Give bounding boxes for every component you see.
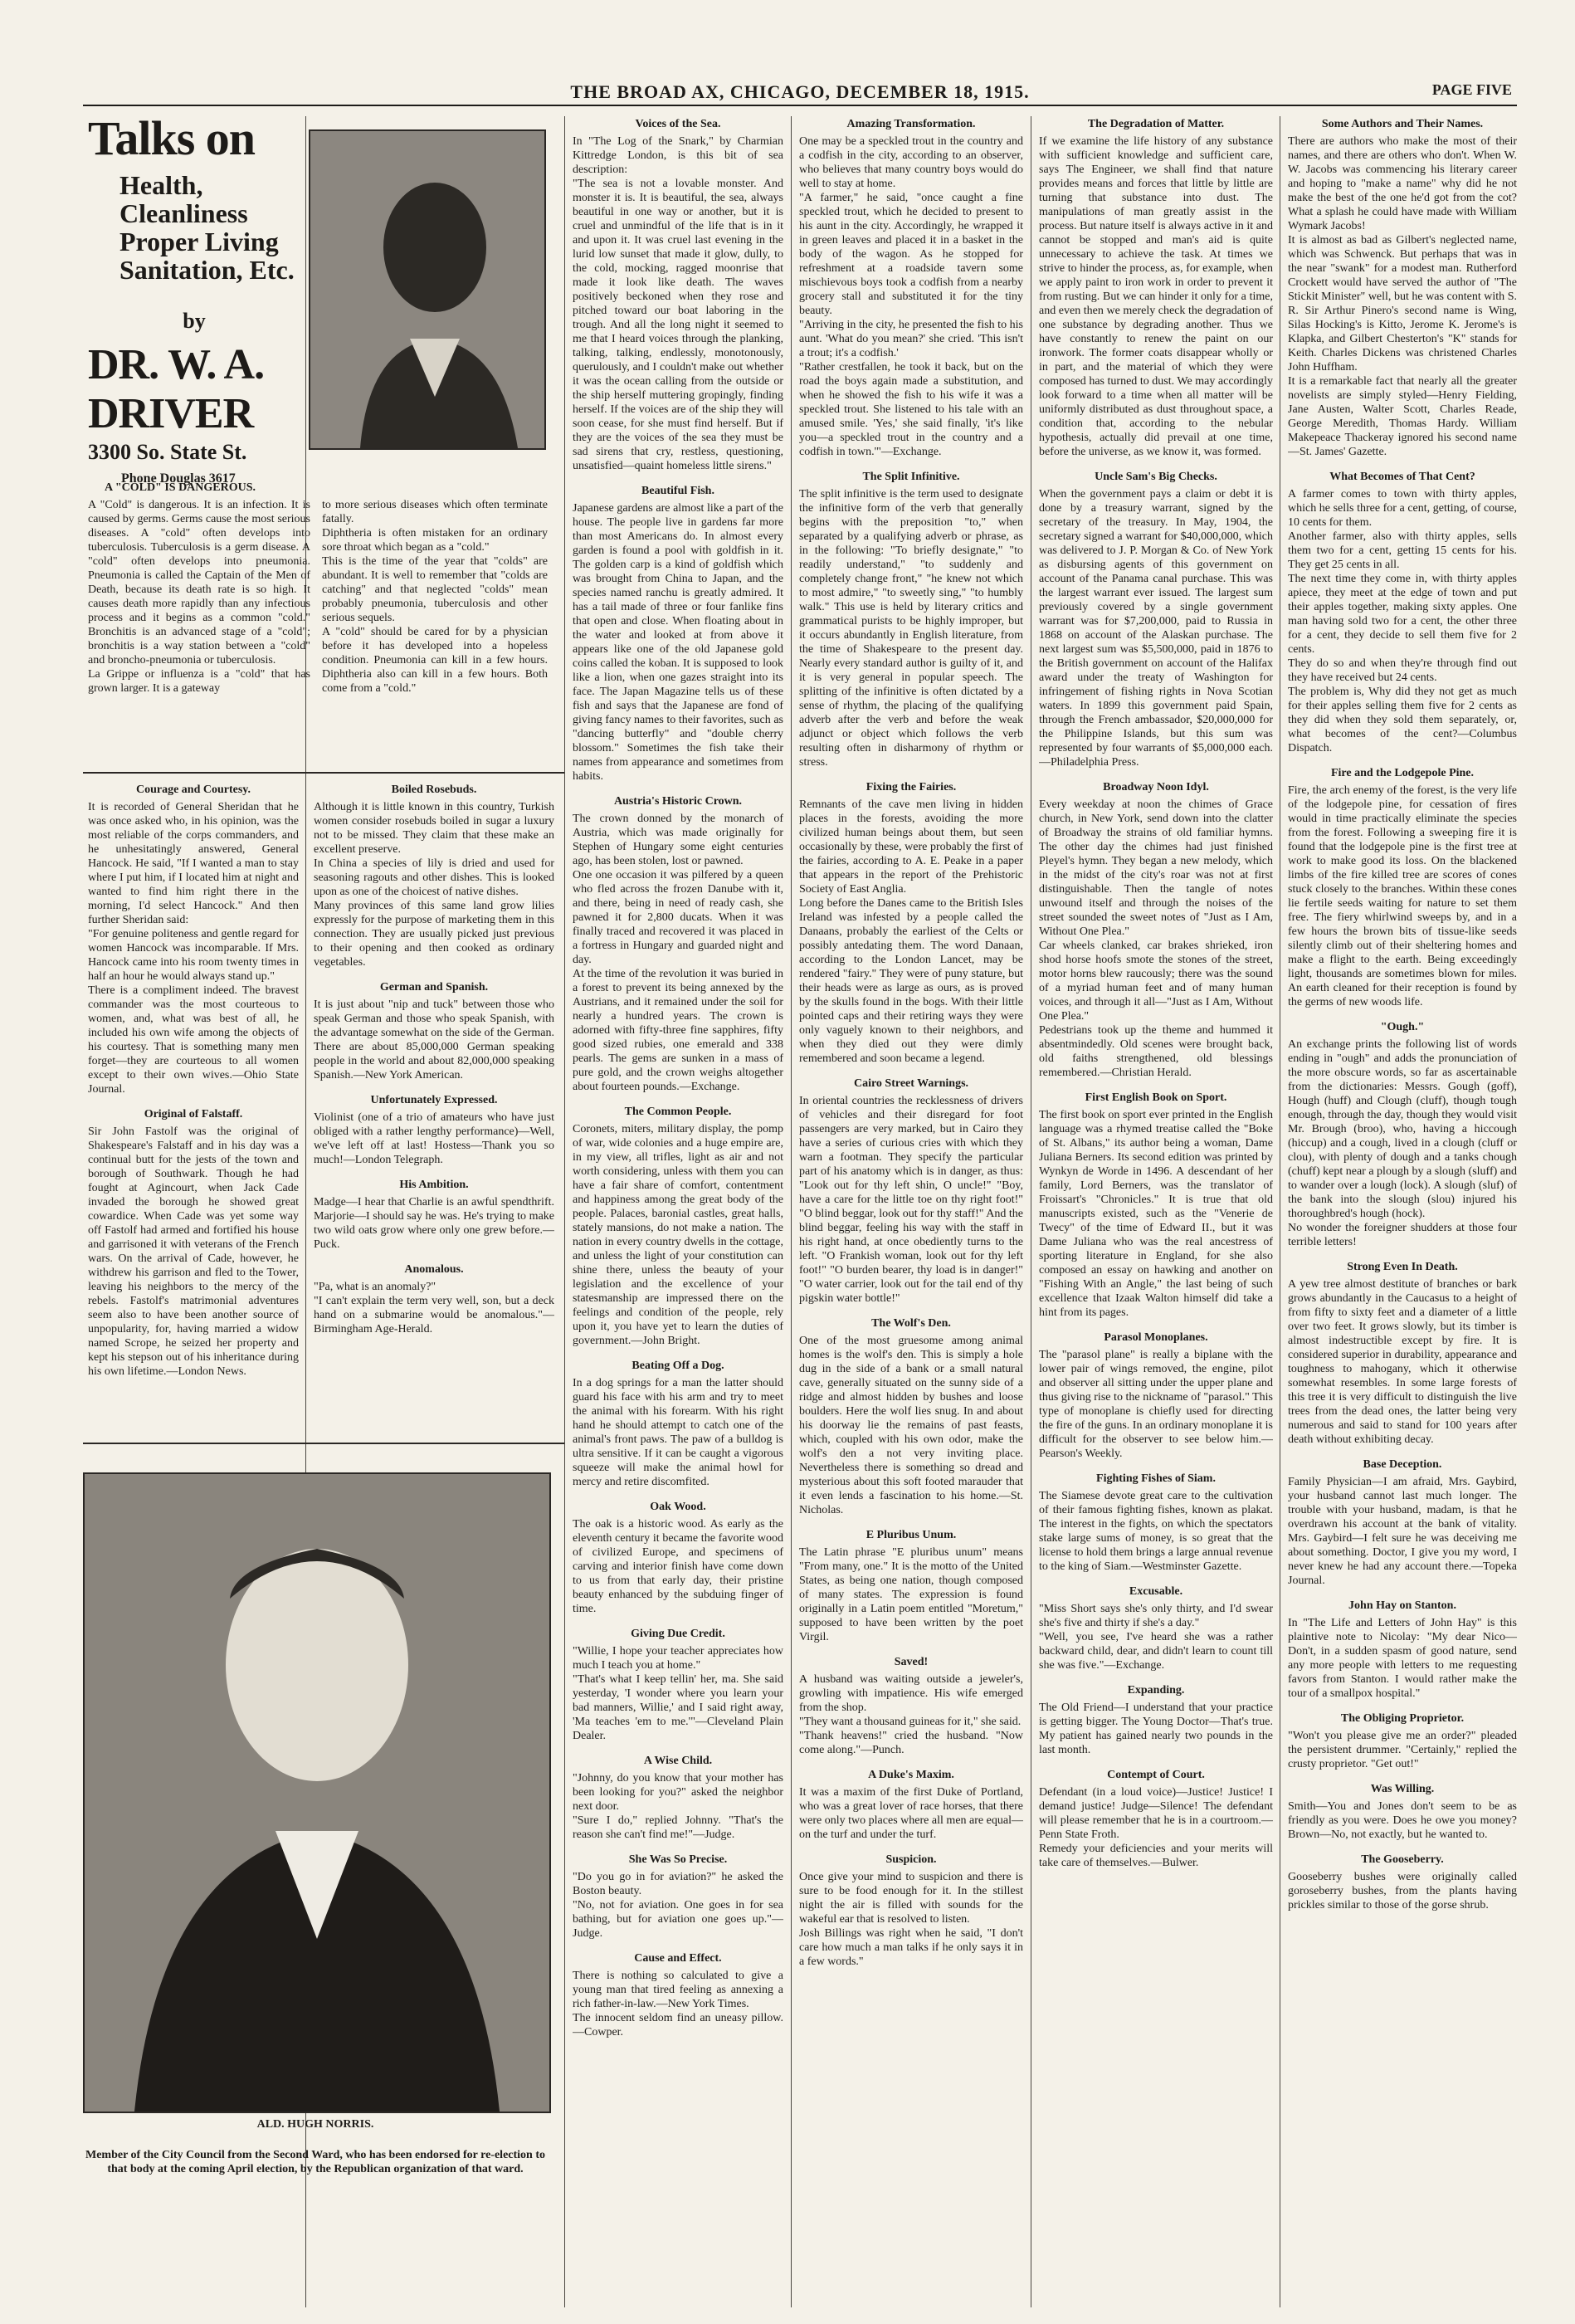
article-body: "Johnny, do you know that your mother has been looking for you?" asked the neighbor next door. "Sure I do," replied Johnny. "That's the reason she can't find me!"—Judge.: [573, 1772, 783, 1841]
article: [573, 1360, 783, 1489]
ad-doctor-name: DR. W. A. DRIVER: [88, 341, 265, 437]
article-body: It is recorded of General Sheridan that he was once asked who, in his opinion, was the most reliable of the corps commanders, and he unhesitatingly answered, General Hancock. He said, "If I wanted a man to stay where I put him, if I located him at night and wanted to find him right there in the morning, I'd select Hancock." And then further Sheridan said: "For genuine politeness and gentle regard for women Hancock was incomparable. If Mrs. Hancock came into his room twenty times in half an hour he would always stand up." There is a compliment indeed. The bravest commander was the most courteous to women, and, what was best of all, he included his own wife among the objects of his courtesy. That is something many men forget—they are courteous to all women except to their own wives.—Ohio State Journal.: [88, 801, 299, 1096]
article-body: The Latin phrase "E pluribus unum" means "From many, one." It is the motto of the United States, as being one nation, though composed of many states. The expression is found originally in a Latin poem entitled "Moretum," supposed to have been written by the poet Virgil.: [799, 1546, 1023, 1643]
article-headline: A Wise Child.: [643, 1755, 713, 1767]
article: [1288, 767, 1517, 1009]
article-body: "Do you go in for aviation?" he asked the Boston beauty. "No, not for aviation. One goes in for sea bathing, but for aviation one goes up."—Judge.: [573, 1871, 783, 1940]
section-divider: [83, 1443, 564, 1444]
article: [1288, 1261, 1517, 1447]
article: [573, 1853, 783, 1941]
article-body: When the government pays a claim or debt it is done by a treasury warrant, signed by the secretary of the treasury. In May, 1904, the secretary signed a warrant for $40,000,000, which was delivered to J. P. Morgan & Co. of New York as disbursing agents of this government on account of the Panama canal purchase. This was the largest warrant ever issued. The largest sum previously covered by a single government warrant was for $7,200,000, paid to Russia in 1868 on account of the Alaskan purchase. The next largest sum was $5,500,000, paid in 1876 to the British government on account of the Halifax award under the treaty of Washington for infringement of fishing rights in Nova Scotian waters. In 1899 this government paid Spain, through the French ambassador, $20,000,000 for the Philippine Islands, but this sum was represented by four warrants of $5,000,000 each.—Philadelphia Press.: [1039, 488, 1273, 769]
article-body: "Pa, what is an anomaly?" "I can't explain the term very well, son, but a deck hand on a submarine would be anomalous."—Birmingham Age-Herald.: [314, 1281, 554, 1335]
article: [1288, 118, 1517, 459]
article-headline: Saved!: [894, 1656, 929, 1668]
article-body: A farmer comes to town with thirty apples, which he sells three for a cent, getting, of course, 10 cents for them. Another farmer, also with thirty apples, sells them two for a cent, getting 15 cents for his. They get 25 cents in all. The next time they come in, with thirty apples apiece, they meet at the edge of town and put their apples together, making sixty apples. One man having sold two for a cent, the other three for a cent, they decide to sell them five for 2 cents. They do so and when they're through find out they have received but 24 cents. The problem is, Why did they not get as much for their apples selling them five for 2 cents as they did when they sold them separately, or, what becomes of the cent?—Columbus Dispatch.: [1288, 488, 1517, 754]
article: [1288, 1458, 1517, 1588]
article-headline: The Split Infinitive.: [862, 471, 960, 483]
article-headline: The Common People.: [624, 1106, 732, 1118]
article: [1039, 781, 1273, 1080]
ad-topics: Health, Cleanliness Proper Living Sanitation, Etc.: [119, 170, 295, 285]
article: [1039, 1331, 1273, 1461]
article-body: The Old Friend—I understand that your practice is getting bigger. The Young Doctor—That's true. My patient has gained nearly two pounds in the last month.: [1039, 1702, 1273, 1756]
article: [1039, 471, 1273, 769]
article: [573, 118, 783, 473]
portrait-figure: [310, 131, 544, 448]
article-body: "Won't you please give me an order?" pleaded the persistent drummer. "Certainly," replied the crusty proprietor. "Get out!": [1288, 1730, 1517, 1770]
article-headline: Cause and Effect.: [634, 1952, 722, 1965]
article-headline: Amazing Transformation.: [846, 118, 976, 130]
ad-phone: Phone Douglas 3617: [121, 471, 236, 486]
article-body: Coronets, miters, military display, the pomp of war, wide colonies and a huge empire are, in my view, all trifles, light as air and not worth considering, unless with them you can have a fair share of comfort, contentment and happiness among the great body of the people. Palaces, baronial castles, great halls, stately mansions, do not make a nation. The nation in every country dwells in the cottage, and unless the light of your constitution can shine there, unless the beauty of your legislation and the excellence of your statesmanship are impressed there on the feelings and condition of the people, rely upon it, you have yet to learn the duties of government.—John Bright.: [573, 1123, 783, 1347]
article: [1039, 1472, 1273, 1574]
article-headline: She Was So Precise.: [628, 1853, 728, 1866]
article-body: Every weekday at noon the chimes of Grace church, in New York, send down into the clatter of Broadway the strains of old familiar hymns. The other day the chimes had just finished Pleyel's hymn. They began a new melody, which in the midst of the city's roar was not at first distinguishable. Then the tangle of notes unwound itself and through the noises of the street sounded the sweet notes of "Just as I Am, Without One Plea." Car wheels clanked, car brakes shrieked, iron shod horse hoofs smote the stones of the street, motor horns blew raucously; there was the sound of a myriad human feet and of many human voices, and through it all—"Just as I Am, Without One Plea." Pedestrians took up the theme and hummed it absentmindedly. Old scenes were brought back, old faiths strengthened, old blessings remembered.—Christian Herald.: [1039, 798, 1273, 1079]
article-body: A yew tree almost destitute of branches or bark grows abundantly in the Caucasus to a height of from fifty to sixty feet and a diameter of a little over two feet. It grows slowly, but its timber is almost indestructible except by fire. It is considered superior in durability, appearance and toughness to mahogany, which it otherwise somewhat resembles. In some large forests of this tree it is very difficult to distinguish the live trees from the dead ones, the latter being very numerous and said to stand for 100 years after death without exhibiting decay.: [1288, 1278, 1517, 1446]
column-rule: [791, 116, 792, 2307]
article: [799, 1317, 1023, 1517]
article: [573, 1952, 783, 2039]
page-number: PAGE FIVE: [1431, 81, 1512, 98]
article: [573, 1628, 783, 1743]
article-headline: Uncle Sam's Big Checks.: [1095, 471, 1217, 483]
article-headline: Oak Wood.: [650, 1501, 706, 1513]
article-headline: The Obliging Proprietor.: [1340, 1712, 1465, 1725]
article-body: It was a maxim of the first Duke of Portland, who was a great lover of race horses, that there were only two places where all men are equal—on the turf and under the turf.: [799, 1786, 1023, 1841]
article-cold: [88, 480, 549, 696]
article: [799, 1077, 1023, 1306]
page-header: [83, 80, 1517, 106]
article-headline: Suspicion.: [885, 1853, 937, 1866]
article-headline: Anomalous.: [404, 1263, 464, 1276]
article-body: The "parasol plane" is really a biplane with the lower pair of wings removed, the engine, pilot and observer all sitting under the upper plane and thus giving rise to the nickname of "parasol." This type of monoplane is chiefly used for directing the fire of the guns. In an ordinary monoplane it is difficult for the observer to see below him.—Pearson's Weekly.: [1039, 1349, 1273, 1460]
section-divider: [83, 772, 564, 774]
portrait-hugh-norris: [83, 1472, 551, 2113]
article-headline: Original of Falstaff.: [144, 1108, 243, 1120]
article: [1288, 1853, 1517, 1912]
article: [1288, 1783, 1517, 1842]
article-body: The oak is a historic wood. As early as the eleventh century it became the favorite wood of civilized Europe, and specimens of carving and interior finish have come down to us from that early day, their pristine beauty enhanced by the subduing finger of time.: [573, 1518, 783, 1615]
article-headline: Beautiful Fish.: [641, 485, 714, 497]
article-headline: First English Book on Sport.: [1085, 1091, 1227, 1104]
article-body: Remnants of the cave men living in hidden places in the forests, avoiding the more civilized human beings about them, but seen occasionally by these, were probably the first of the fairies, according to A. E. Peake in a paper that appears in the report of the Prehistoric Society of East Anglia. Long before the Danes came to the British Isles Ireland was infested by a people called the Danaans, probably the earliest of the Celts or possibly antedating them. The word Danaan, according to the London Lancet, may be rendered "fairy." They were of puny stature, but their heads were as large as ours, as is proved by the skulls found in the bogs. With their little pointed caps and their retiring ways they were only vaguely known to their neighbors, and when they died out they were dimly remembered and soon became a legend.: [799, 798, 1023, 1065]
masthead-title: THE BROAD AX, CHICAGO, DECEMBER 18, 1915.: [570, 81, 1030, 102]
article-body: "Miss Short says she's only thirty, and I'd swear she's five and thirty if she's a day." "Well, you see, I've heard she was a rather backward child, dear, and didn't learn to count till she was five."—Exchange.: [1039, 1603, 1273, 1672]
article-headline: What Becomes of That Cent?: [1329, 471, 1475, 483]
article-body: There are authors who make the most of their names, and there are others who don't. When W. W. Jacobs was commencing his literary career and hoping to "make a name" why did he not make the best of the one he'd got from the cot? What a splash he could have made with William Wymark Jacobs! It is almost as bad as Gilbert's neglected name, which was Schwenck. But perhaps that was in the near "swank" for a modest man. Rutherford Crockett would have served the author of "The Stickit Minister" well, but he was content with S. R. Sir Arthur Pinero's second name is Wing, Silas Hocking's is Kitto, Jerome K. Jerome's is Klapka, and Gilbert Chesterton's "K" stands for Keith. Charles Dickens was christened Charles John Huffham. It is a remarkable fact that nearly all the greater novelists are simply styled—Henry Fielding, Jane Austen, Walter Scott, Charles Reade, George Meredith, Thomas Hardy. William Makepeace Thackeray ignored his second name—St. James' Gazette.: [1288, 135, 1517, 458]
article: [799, 118, 1023, 459]
article-headline: Fire and the Lodgepole Pine.: [1330, 767, 1475, 779]
portrait-driver: [309, 129, 546, 450]
article: [1288, 471, 1517, 755]
article-body: In oriental countries the recklessness of drivers of vehicles and their disregard for foot passengers are very marked, but in Cairo they have a series of curious cries with which they warn a footman. They specify the particular part of his anatomy which is in danger, as thus: "Look out for thy left shin, O uncle!" "Boy, have a care for the little toe on thy right foot!" "O blind beggar, look out for thy staff!" And the blind beggar, feeling his way with the staff in his right hand, at once obediently turns to the left. "O Frankish woman, look out for thy left foot!" "O burden bearer, thy load is in danger!" "O water carrier, look out for the tail end of thy pigskin water bottle!": [799, 1095, 1023, 1305]
article-body: Madge—I hear that Charlie is an awful spendthrift. Marjorie—I should say he was. He's trying to make two wild oats grow where only one grew before.—Puck.: [314, 1196, 554, 1251]
article: [799, 1769, 1023, 1842]
photo-caption: ALD. HUGH NORRIS.: [256, 2118, 374, 2131]
article-body: Violinist (one of a trio of amateurs who have just obliged with a rather lengthy performance)—Well, we've left off at last! Hostess—Thank you so much!—London Telegraph.: [314, 1111, 554, 1166]
article: [1039, 1585, 1273, 1672]
article: [1039, 118, 1273, 459]
article-headline: Fixing the Fairies.: [866, 781, 957, 793]
column-5: [1039, 116, 1273, 2307]
article-headline: Some Authors and Their Names.: [1321, 118, 1484, 130]
article: [799, 781, 1023, 1066]
article-headline: Strong Even In Death.: [1347, 1261, 1458, 1273]
column-3: [573, 116, 783, 2307]
article-headline: The Gooseberry.: [1361, 1853, 1444, 1866]
article-headline: Voices of the Sea.: [635, 118, 721, 130]
article-headline: Giving Due Credit.: [631, 1628, 725, 1640]
advertisement-driver: [88, 111, 300, 486]
article-headline: Beating Off a Dog.: [631, 1360, 724, 1372]
article-body: Although it is little known in this country, Turkish women consider rosebuds boiled in sugar a luxury not to be missed. They claim that these make an excellent preserve. In China a species of lily is dried and used for seasoning ragouts and other dishes. This is looked upon as one of the choicest of native dishes. Many provinces of this same land grow lilies expressly for the purpose of marketing them in this connection. They are usually picked just previous to their opening and then cooked as ordinary vegetables.: [314, 801, 554, 969]
article: [314, 1094, 554, 1167]
article-body: In a dog springs for a man the latter should guard his face with his arm and try to meet the animal with his forearm. With his right hand he should attempt to catch one of the animal's front paws. The paw of a bulldog is ultra sensitive. If it can be caught a vigorous squeeze will make the animal howl for mercy and retire discomfited.: [573, 1377, 783, 1488]
article-headline: A Duke's Maxim.: [868, 1769, 954, 1781]
article-body: "Willie, I hope your teacher appreciates how much I teach you at home." "That's what I keep tellin' her, ma. She said yesterday, 'I wonder where you learn your bad manners, Willie,' and I said right away, 'Ma teaches 'em to me.'"—Cleveland Plain Dealer.: [573, 1645, 783, 1742]
article-headline: Austria's Historic Crown.: [613, 795, 743, 808]
article: [314, 981, 554, 1082]
ad-by: by: [183, 309, 206, 333]
article-headline: Base Deception.: [1363, 1458, 1442, 1471]
article-headline: Excusable.: [1129, 1585, 1183, 1598]
portrait-figure: [85, 1474, 549, 2112]
article-body: An exchange prints the following list of words ending in "ough" and adds the pronunciation of the more obscure words, so far as ascertainable from the dictionaries: Messrs. Gough (goff), Hough (huff) and Clough (cluff), though tough enough, through the day, though they would visit Mr. Brough (broo), who, having a hiccough (hiccup) and a cough, lived in a clough (cluff or clou), with plenty of dough and a tanks chough (chuff) kept near a plough by a slough (sluff) and to wander over a lough (lock). A slough (sluf) of the bank into the slough (slou) injured his thoroughbred's hough (hock). No wonder the foreigner shudders at those four terrible letters!: [1288, 1038, 1517, 1248]
column-4: [799, 116, 1023, 2307]
article-headline: Cairo Street Warnings.: [853, 1077, 969, 1090]
article-body: One of the most gruesome among animal homes is the wolf's den. This is simply a hole dug in the side of a bank or a small natural cave, generally situated on the sunny side of a ridge and almost hidden by bushes and loose boulders. Here the wolf lies snug. In and about his doorway lie the remains of past feasts, which, coupled with his own odor, make the wolf's den a not very inviting place. Nevertheless there is something so dread and mysterious about this soft footed marauder that it even lends a fascination to his home.—St. Nicholas.: [799, 1335, 1023, 1516]
article: [799, 1853, 1023, 1969]
article-body: The Siamese devote great care to the cultivation of their famous fighting fishes, known as plakat. The interest in the fights, on which the spectators stake large sums of money, is so great that the license to hold them brings a large annual revenue to the king of Siam.—Westminster Gazette.: [1039, 1490, 1273, 1573]
article-body: Gooseberry bushes were originally called goroseberry bushes, from the plants having prickles similar to those of the gorse shrub.: [1288, 1871, 1517, 1911]
column-rule: [564, 116, 565, 2307]
article-body: The crown donned by the monarch of Austria, which was made originally for Stephen of Hungary some eight centuries ago, has been stolen, lost or pawned. One one occasion it was pilfered by a queen who fled across the frozen Danube with it, and there, being in need of ready cash, she pawned it for 2,800 ducats. When it was finally traced and recovered it was placed in a fortress in Hungary and guarded night and day. At the time of the revolution it was buried in a forest to prevent its being annexed by the Austrians, and it remained under the soil for nearly a hundred years. The crown is adorned with fifty-three fine sapphires, fifty good sized rubies, one emerald and 338 pearls. The gems are sunken in a mass of pure gold, and the crown weighs altogether about fourteen pounds.—Exchange.: [573, 813, 783, 1093]
article-headline: Boiled Rosebuds.: [391, 784, 477, 796]
article-body: A husband was waiting outside a jeweler's, growling with impatience. His wife emerged from the shop. "They want a thousand guineas for it," she said. "Thank heavens!" cried the husband. "Now come along."—Punch.: [799, 1673, 1023, 1756]
column-6: [1288, 116, 1517, 2307]
article-headline: "Ough.": [1380, 1021, 1425, 1033]
article: [314, 784, 554, 969]
article: [1039, 1091, 1273, 1320]
article-body: The split infinitive is the term used to designate the infinitive form of the verb that generally begins with the preposition "to," when separated by a qualifying adverb or phrase, as in the following: "To briefly designate," "to readily understand," "to suddenly and completely change front," "he knew not which to most admire," "to sweetly sing," "to humbly walk." This use is held by literary critics and grammatical purists to be highly improper, but it occurs abundantly in English literature, from the time of Shakespeare to the present day. Nearly every standard author is guilty of it, and it is very general in popular speech. The splitting of the infinitive is often dictated by a sense of rhythm, the placing of the qualifying adverb after the verb and before the weak adjunct or object which follows the verb resulting often in disharmony of rhythm or stress.: [799, 488, 1023, 769]
article-body: Once give your mind to suspicion and there is sure to be food enough for it. In the stillest night the air is filled with sounds for the wakeful ear that is resolved to listen. Josh Billings was right when he said, "I don't care how much a man talks if he only says it in a few words.": [799, 1871, 1023, 1968]
article-body: It is just about "nip and tuck" between those who speak German and those who speak Spanish, with the advantage somewhat on the side of the German. There are about 85,000,000 German speaking people in the world and about 82,000,000 speaking Spanish.—New York American.: [314, 998, 554, 1081]
article-headline: The Degradation of Matter.: [1087, 118, 1225, 130]
article-headline: Courage and Courtesy.: [135, 784, 251, 796]
column-1: [88, 782, 299, 1438]
article: [1039, 1769, 1273, 1870]
article-body: to more serious diseases which often terminate fatally. Diphtheria is often mistaken for an ordinary sore throat which began as a "cold." This is the time of the year that "colds" are abundant. It is well to remember that "colds are catching" and that neglected "colds" mean probably pneumonia, tuberculosis and other serious sequels. A "cold" should be cared for by a physician before it has developed into a hopeless condition. Pneumonia can kill in a few hours. Diphtheria also can kill in a few hours. Both come from a "cold.": [322, 499, 548, 695]
article-body: In "The Life and Letters of John Hay" is this plaintive note to Nicolay: "My dear Nico—Don't, in a sudden spasm of good nature, send any more people with letters to me requesting favors from Stanton. I would rather make the tour of a smallpox hospital.": [1288, 1617, 1517, 1700]
article-body: Smith—You and Jones don't seem to be as friendly as you were. Does he owe you money? Brown—No, not exactly, but he wanted to.: [1288, 1800, 1517, 1841]
article-headline: John Hay on Stanton.: [1348, 1599, 1456, 1612]
article-body: Family Physician—I am afraid, Mrs. Gaybird, your husband cannot last much longer. The trouble with your husband, madam, is that he overdrawn his account at the bank of vitality. Mrs. Gaybird—I felt sure he was deceiving me about something. Doctor, I give you my word, I never knew he had any account there.—Topeka Journal.: [1288, 1476, 1517, 1587]
article-headline: Unfortunately Expressed.: [370, 1094, 498, 1106]
article: [799, 1656, 1023, 1757]
photo-subcaption: Member of the City Council from the Second Ward, who has been endorsed for re-election to that body at the coming April election, by the Republican organization of that ward.: [85, 2149, 545, 2175]
article-headline: Expanding.: [1127, 1684, 1185, 1697]
article: [1288, 1021, 1517, 1249]
article: [799, 1529, 1023, 1644]
article-body: Fire, the arch enemy of the forest, is the very life of the lodgepole pine, for cessation of fires would in time practically eliminate the species from the forest. Following a sweeping fire it is found that the lodgepole pine is the first tree at work to make good its loss. On the blackened limbs of the fire killed tree are scores of cones stuck closely to the branches. Within these cones lie fertile seeds waiting for nature to set them free. The fiery whirlwind sweeps by, and in a few hours the brown bits of tissue-like seeds silently climb out of their sheltering homes and make a flight to the earth. Being exceedingly light, thousands are sometimes blown for miles. An earth cleaned for their reception is found by the germs of new woods life.: [1288, 784, 1517, 1008]
article-body: If we examine the life history of any substance with sufficient knowledge and sufficient care, says The Engineer, we shall find that nature provides means and forces that little by little are turning that substance into dust. The manipulations of man greatly assist in the process. But nature itself is always active in it and cannot be stopped and man's aid is quite unnecessary to achieve the task. At times we strive to hinder the process, as, for example, when we apply paint to iron work in order to prevent it from rusting. But we can hinder it only for a time, and even then we merely check the degradation of one substance by degrading another. Thus we have constantly to renew the paint on our ironwork. The former coats disappear wholly or in part, and the material of which they were composed has turned to dust. We may accordingly look forward to a time when all matter will be uniformly distributed as dust throughout space, a condition that, according to the nebular hypothesis, actually did prevail at one time, before the universe, as we know it, was formed.: [1039, 135, 1273, 458]
article: [1288, 1599, 1517, 1701]
article-headline: Parasol Monoplanes.: [1104, 1331, 1208, 1344]
article-headline: German and Spanish.: [379, 981, 489, 994]
article: [573, 1501, 783, 1616]
article: [573, 1755, 783, 1842]
article-body: A "Cold" is dangerous. It is an infection. It is caused by germs. Germs cause the most serious diseases. A "cold" often develops into tuberculosis. Tuberculosis is a germ disease. A "cold" often develops into pneumonia. Pneumonia is called the Captain of the Men of Death, because its death rate is so high. It causes death more rapidly than any infectious process and it begins as a common "cold." Bronchitis is an advanced stage of a "cold"; bronchitis is a way station between a "cold" and broncho-pneumonia or tuberculosis. La Grippe or influenza is a "cold" that has grown larger. It is a gateway: [88, 499, 310, 695]
article: [573, 1106, 783, 1348]
article: [314, 1179, 554, 1252]
article-headline: Was Willing.: [1370, 1783, 1435, 1795]
article-body: There is nothing so calculated to give a young man that tired feeling as annexing a rich father-in-law.—New York Times. The innocent seldom find an uneasy pillow.—Cowper.: [573, 1970, 783, 2038]
article-body: The first book on sport ever printed in the English language was a rhymed treatise called the "Boke of St. Albans," its author being a woman, Dame Juliana Berners. Its second edition was printed by Wynkyn de Worde in 1496. A descendant of her family, Lord Berners, was the translator of Froissart's "Chronicles." It is true that old manuscripts existed, such as the "Venerie de Twecy" of the time of Edward II., but it was Dame Juliana who was the real ancestress of sporting literature in England, for she also composed an essay on hawking and another on "Fishing With an Angle," the last being of such excellence that Izaak Walton himself did take a hint from its pages.: [1039, 1109, 1273, 1319]
column-2: [314, 782, 554, 1438]
article-headline: Fighting Fishes of Siam.: [1096, 1472, 1216, 1485]
article: [573, 485, 783, 784]
ad-address: 3300 So. State St.: [88, 440, 247, 464]
article: [799, 471, 1023, 769]
article-headline: Contempt of Court.: [1107, 1769, 1205, 1781]
article-body: One may be a speckled trout in the country and a codfish in the city, according to an observer, who believes that many country boys would do well to stay at home. "A farmer," he said, "once caught a fine speckled trout, which he decided to present to his aunt in the city. Accordingly, he wrapped it in green leaves and placed it in a basket in the body of the wagon. As he stopped for refreshment at a roadside tavern some mischievous boys took a codfish from a nearby grocery stall and substituted it for the tiny beauty. "Arriving in the city, he presented the fish to his aunt. 'What do you mean?' she cried. 'This isn't a trout; it's a codfish.' "Rather crestfallen, he took it back, but on the road the boys again made a substitution, and when he showed the fish to his wife it was a speckled trout. She listened to his tale with an amused smile. 'Yes,' she said finally, 'it's like you—a speckled trout in the country and a codfish in town.'"—Exchange.: [799, 135, 1023, 458]
article-headline: A "COLD" IS DANGEROUS.: [105, 481, 256, 494]
article-body: Defendant (in a loud voice)—Justice! Justice! I demand justice! Judge—Silence! The defendant will please remember that he is in a courtroom.—Penn State Froth. Remedy your deficiencies and your merits will take care of themselves.—Bulwer.: [1039, 1786, 1273, 1869]
article-body: In "The Log of the Snark," by Charmian Kittredge London, is this bit of sea description: "The sea is not a lovable monster. And monster it is. It is beautiful, the sea, always beautiful in one way or another, but it is cruel and unmindful of the life that is in it and upon it. It was cruel last evening in the lurid low sunset that made it glow, dully, to the cold, mocking, ragged moonrise that made it look like death. The waves positively beckoned when they rose and pitched toward our boat laboring in the trough. And all the long night it seemed to me that I heard voices through the planking, talking, talking, endlessly, monotonously, querulously, and I couldn't make out whether it was the ocean calling from the outside or the ship herself muttering gropingly, finding herself. If the voices are of the ship they will soon cease, for she must find herself. But if they are the voices of the sea they must be sad sirens that cry, restless, questioning, unsatisfied—quaint homeless little sirens.": [573, 135, 783, 472]
article: [1039, 1684, 1273, 1757]
article: [1288, 1712, 1517, 1771]
article: [573, 795, 783, 1094]
article: [314, 1263, 554, 1336]
article-body: Japanese gardens are almost like a part of the house. The people live in gardens far more than most Americans do. In almost every garden is found a pool with goldfish in it. The golden carp is a kind of goldfish which was brought from China to Japan, and the species named ranchu is greatly admired. It has a tail made of three or four fanlike fins that open and close. When floating about in the water and looked at from above it appears like one of the old Japanese gold coins called the koban. It is supposed to look like a lion, when one gazes straight into its face. The Japan Magazine tells us of these fish and says that the Japanese are fond of giving fancy names to their favorites, such as "dancing butterfly" and "double cherry blossom." Sometimes the fish take their names from appearance and sometimes from habits.: [573, 502, 783, 783]
ad-heading: Talks on: [88, 111, 256, 165]
article-headline: The Wolf's Den.: [871, 1317, 951, 1330]
article-headline: E Pluribus Unum.: [866, 1529, 957, 1541]
article-body: Sir John Fastolf was the original of Shakespeare's Falstaff and in his day was a continual butt for the jests of the town and borough of Southwark. Though he had fought at Agincourt, when Jack Cade invaded the borough he showed great cowardice. When Cade was yet some way off Fastolf had armed and fortified his house and garrisoned it with veterans of the French wars. On the arrival of Cade, however, he withdrew his garrison and fled to the Tower, leaving his neighbors to the mercy of the rebels. Fastolf's matrimonial adventures seem also to have been another source of unpopularity, for, having married a widow named Scrope, he seized her property and kept his stepson out of his inheritance during his own lifetime.—London News.: [88, 1125, 299, 1378]
article: [88, 1108, 299, 1379]
article-headline: His Ambition.: [399, 1179, 469, 1191]
article-headline: Broadway Noon Idyl.: [1103, 781, 1209, 793]
article: [88, 784, 299, 1096]
